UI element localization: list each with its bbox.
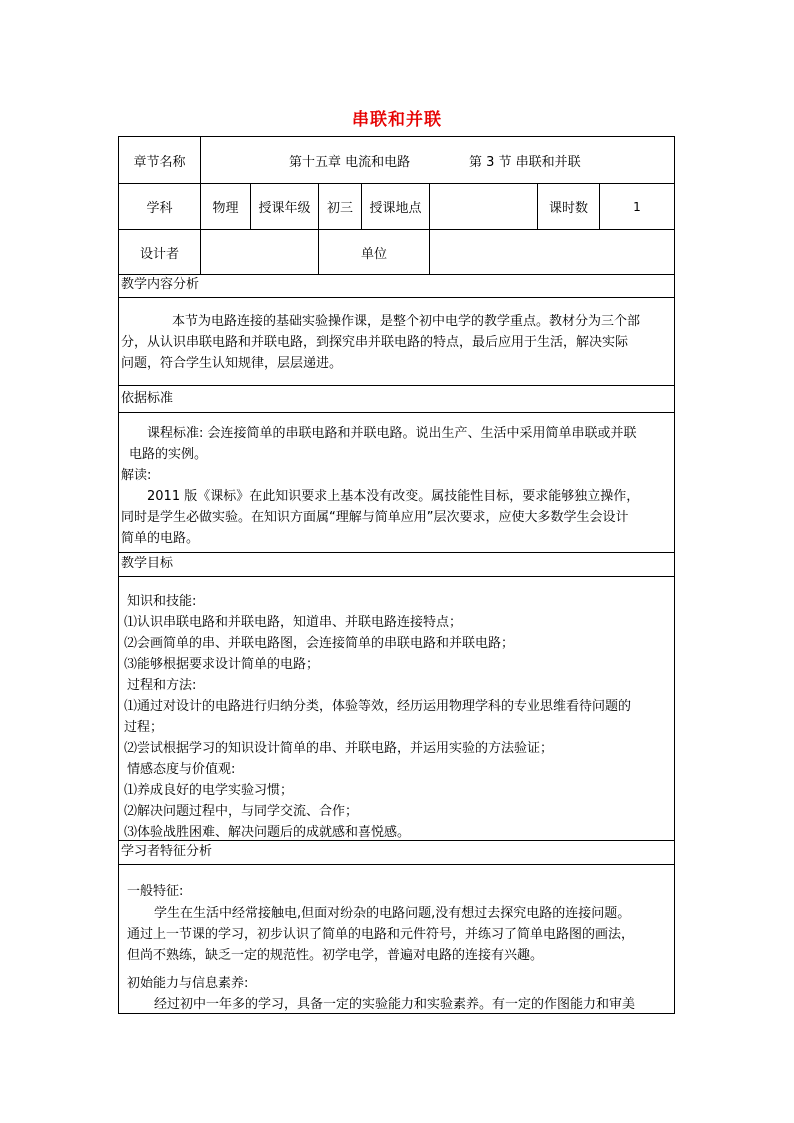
standard-line-6: 简单的电路。	[121, 531, 200, 546]
objective-line-9: 情感态度与价值观:	[127, 762, 236, 777]
lesson-plan-table	[118, 136, 675, 1014]
learner-line-1: 一般特征:	[127, 884, 184, 899]
objective-line-12: ⑶体验战胜困难、解决问题后的成就感和喜悦感。	[124, 825, 411, 840]
chapter-label: 章节名称	[119, 137, 201, 183]
objective-line-4: ⑶能够根据要求设计简单的电路；	[124, 657, 320, 672]
standard-line-5: 同时是学生必做实验。在知识方面属“理解与简单应用”层次要求，应使大多数学生会设计	[121, 510, 629, 525]
unit-value	[430, 230, 674, 274]
standard-heading: 依据标准	[119, 386, 674, 413]
content-line-2: 分，从认识串联电路和并联电路，到探究串并联电路的特点，最后应用于生活，解决实际	[121, 335, 629, 350]
objectives-heading: 教学目标	[119, 553, 674, 577]
objective-line-2: ⑴认识串联电路和并联电路，知道串、并联电路连接特点；	[124, 615, 463, 630]
learner-line-3: 通过上一节课的学习，初步认识了简单的电路和元件符号，并练习了简单电路图的画法，	[127, 927, 635, 942]
content-line-3: 问题，符合学生认知规律，层层递进。	[121, 356, 343, 371]
chapter-value	[201, 137, 674, 183]
grade-value: 初三	[319, 184, 362, 229]
learner-line-5: 初始能力与信息素养:	[127, 976, 249, 991]
learner-line-2: 学生在生活中经常接触电,但面对纷杂的电路问题,没有想过去探究电路的连接问题。	[154, 906, 631, 921]
unit-label: 单位	[319, 230, 430, 274]
subject-value: 物理	[201, 184, 251, 229]
standard-body	[119, 413, 674, 553]
designer-row	[119, 230, 674, 275]
place-value	[430, 184, 538, 229]
place-label: 授课地点	[362, 184, 430, 229]
learner-body	[119, 865, 674, 1013]
subject-row	[119, 184, 674, 230]
objective-line-7: 过程；	[124, 720, 164, 735]
chapter-name: 第十五章 电流和电路	[289, 154, 411, 170]
standard-line-2: 电路的实例。	[129, 447, 208, 462]
section-name: 第 3 节 串联和并联	[469, 154, 581, 170]
objective-line-5: 过程和方法:	[127, 678, 197, 693]
learner-line-6: 经过初中一年多的学习，具备一定的实验能力和实验素养。有一定的作图能力和审美	[154, 997, 636, 1012]
objective-line-8: ⑵尝试根据学习的知识设计简单的串、并联电路，并运用实验的方法验证；	[124, 741, 554, 756]
subject-label: 学科	[119, 184, 201, 229]
content-analysis-body	[119, 298, 674, 386]
objectives-body	[119, 577, 674, 841]
standard-line-4: 2011 版《课标》在此知识要求上基本没有改变。属技能性目标，要求能够独立操作，	[147, 489, 640, 504]
chapter-row	[119, 137, 674, 184]
designer-label: 设计者	[119, 230, 201, 274]
designer-value	[201, 230, 319, 274]
objective-line-6: ⑴通过对设计的电路进行归纳分类，体验等效，经历运用物理学科的专业思维看待问题的	[124, 699, 632, 714]
learner-line-4: 但尚不熟练，缺乏一定的规范性。初学电学，普遍对电路的连接有兴趣。	[127, 948, 544, 963]
content-analysis-heading: 教学内容分析	[119, 275, 674, 298]
document-title: 串联和并联	[352, 110, 442, 130]
standard-line-3: 解读:	[121, 468, 152, 483]
grade-label: 授课年级	[251, 184, 319, 229]
objective-line-10: ⑴养成良好的电学实验习惯；	[124, 783, 294, 798]
learner-heading: 学习者特征分析	[119, 841, 674, 865]
hours-label: 课时数	[538, 184, 600, 229]
objective-line-3: ⑵会画简单的串、并联电路图，会连接简单的串联电路和并联电路；	[124, 636, 515, 651]
hours-value: 1	[633, 199, 641, 214]
content-line-1: 本节为电路连接的基础实验操作课，是整个初中电学的教学重点。教材分为三个部	[172, 314, 641, 329]
objective-line-1: 知识和技能:	[127, 594, 197, 609]
standard-line-1: 课程标准: 会连接简单的串联电路和并联电路。说出生产、生活中采用简单串联或并联	[147, 426, 637, 441]
objective-line-11: ⑵解决问题过程中，与同学交流、合作；	[124, 804, 359, 819]
